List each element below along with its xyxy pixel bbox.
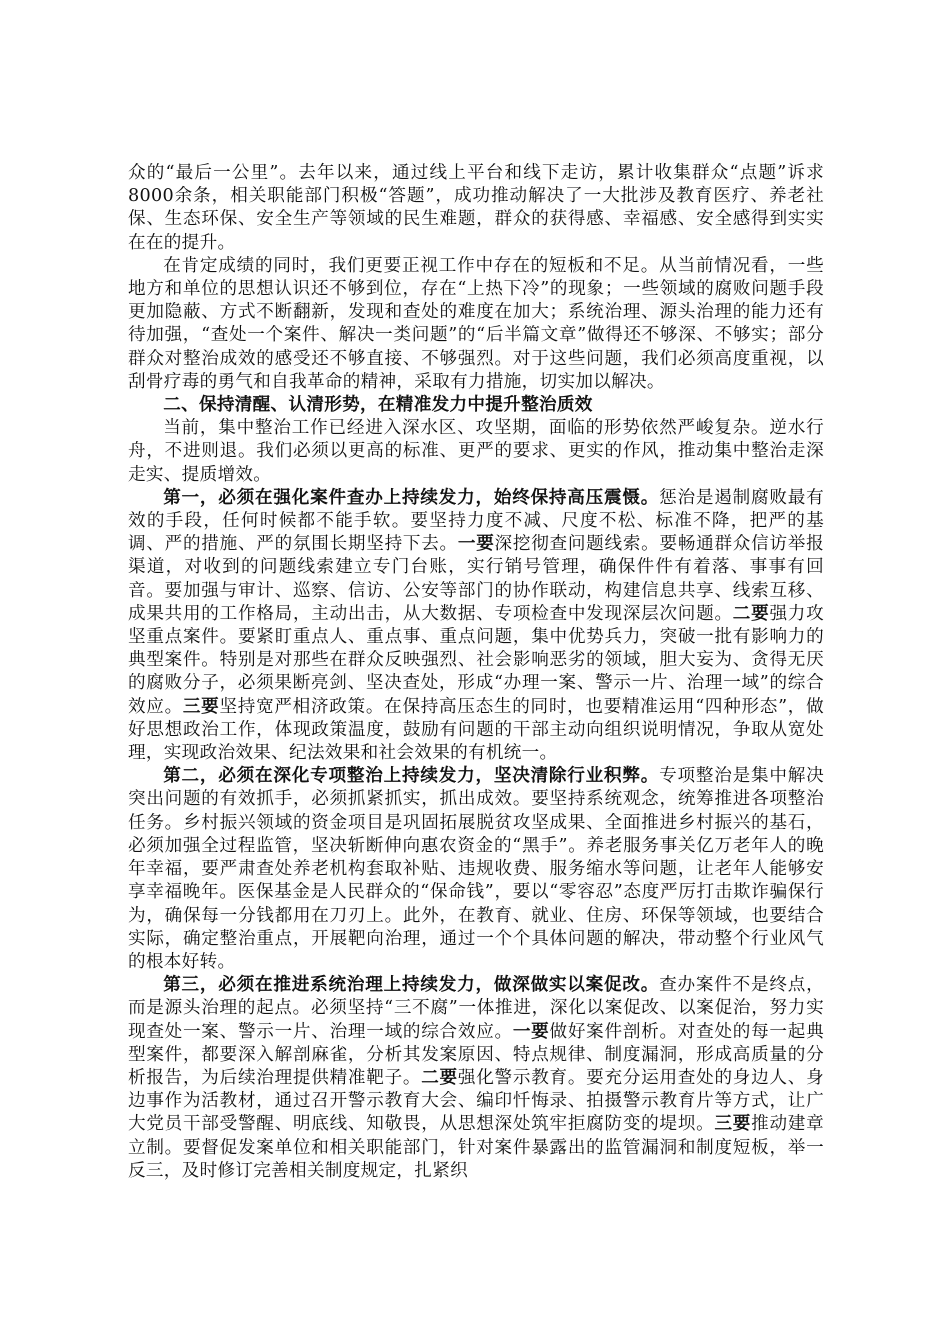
bold-lead-text: 第二，必须在深化专项整治上持续发力，坚决清除行业积弊。 [163, 766, 660, 787]
bold-lead-text: 三要 [182, 696, 220, 717]
body-paragraph [128, 487, 824, 765]
bold-lead-text: 二要 [732, 603, 770, 624]
body-paragraph [128, 255, 824, 394]
bold-lead-text: 一要 [457, 534, 495, 555]
bold-lead-text: 一要 [512, 1021, 550, 1042]
body-paragraph [128, 974, 824, 1183]
paragraph-text: 做好案件剖析。对查处的每一起典型案件，都要深入解剖麻雀，分析其发案原因、特点规律、制度漏洞，形成高质量的分析报告，为后续治理提供精准靶子。 [128, 1021, 824, 1088]
document-page [128, 162, 824, 1183]
body-paragraph [128, 417, 824, 487]
paragraph-text: 在肯定成绩的同时，我们更要正视工作中存在的短板和不足。从当前情况看，一些地方和单位的思想认识还不够到位，存在“上热下冷”的现象；一些领域的腐败问题手段更加隐蔽、方式不断翻新，发现和查处的难度在加大；系统治理、源头治理的能力还有待加强，“查处一个案件、解决一类问题”的“后半篇文章”做得还不够深、不够实；部分群众对整治成效的感受还不够直接、不够强烈。对于这些问题，我们必须高度重视，以刮骨疗毒的勇气和自我革命的精神，采取有力措施，切实加以解决。 [128, 255, 824, 392]
paragraph-text: 强化警示教育。要充分运用查处的身边人、身边事作为活教材，通过召开警示教育大会、编印忏悔录、拍摄警示教育片等方式，让广大党员干部受警醒、明底线、知敬畏，从思想深处筑牢拒腐防变的堤坝。 [128, 1067, 824, 1135]
paragraph-text: 深挖彻查问题线索。要畅通群众信访举报渠道，对收到的问题线索建立专门台账，实行销号管理，确保件件有着落、事事有回音。要加强与审计、巡察、信访、公安等部门的协作联动，构建信息共享、线索互移、成果共用的工作格局，主动出击，从大数据、专项检查中发现深层次问题。 [128, 534, 824, 624]
section-heading: 二、保持清醒、认清形势，在精准发力中提升整治质效 [163, 395, 593, 416]
paragraph-text: 坚持宽严相济政策。在保持高压态生的同时，也要精准运用“四种形态”，做好思想政治工作，体现政策温度，鼓励有问题的干部主动向组织说明情况，争取从宽处理，实现政治效果、纪法效果和社会效果的有机统一。 [128, 696, 824, 764]
bold-lead-text: 第一，必须在强化案件查办上持续发力，始终保持高压震慑。 [163, 487, 660, 508]
bold-lead-text: 第三，必须在推进系统治理上持续发力，做深做实以案促改。 [163, 975, 660, 996]
paragraph-text: 查办案件不是终点，而是源头治理的起点。必须坚持“三不腐”一体推进，深化以案促改、以案促治，努力实现查处一案、警示一片、治理一域的综合效应。 [128, 975, 825, 1042]
paragraph-text: 惩治是遏制腐败最有效的手段，任何时候都不能手软。要坚持力度不减、尺度不松、标准不降，把严的基调、严的措施、严的氛围长期坚持下去。 [128, 487, 825, 555]
paragraph-text: 当前，集中整治工作已经进入深水区、攻坚期，面临的形势依然严峻复杂。逆水行舟，不进则退。我们必须以更高的标准、更严的要求、更实的作风，推动集中整治走深走实、提质增效。 [128, 418, 824, 485]
paragraph-text: 推动建章立制。要督促发案单位和相关职能部门，针对案件暴露出的监管漏洞和制度短板，举一反三，及时修订完善相关制度规定，扎紧织 [128, 1114, 824, 1181]
body-paragraph [128, 765, 824, 974]
paragraph-text: 强力攻坚重点案件。要紧盯重点人、重点事、重点问题，集中优势兵力，突破一批有影响力的典型案件。特别是对那些在群众反映强烈、社会影响恶劣的领域，胆大妄为、贪得无厌的腐败分子，必须果断亮剑、坚决查处，形成“办理一案、警示一片、治理一域”的综合效应。 [128, 603, 824, 717]
paragraph-text: 众的“最后一公里”。去年以来，通过线上平台和线下走访，累计收集群众“点题”诉求8000余条，相关职能部门积极“答题”，成功推动解决了一大批涉及教育医疗、养老社保、生态环保、安全生产等领域的民生难题，群众的获得感、幸福感、安全感得到实实在在的提升。 [128, 163, 824, 253]
body-paragraph [128, 162, 824, 255]
bold-lead-text: 三要 [714, 1114, 752, 1135]
paragraph-text: 专项整治是集中解决突出问题的有效抓手，必须抓紧抓实，抓出成效。要坚持系统观念，统筹推进各项整治任务。乡村振兴领域的资金项目是巩固拓展脱贫攻坚成果、全面推进乡村振兴的基石，必须加强全过程监管，坚决斩断伸向惠农资金的“黑手”。养老服务事关亿万老年人的晚年幸福，要严肃查处养老机构套取补贴、违规收费、服务缩水等问题，让老年人能够安享幸福晚年。医保基金是人民群众的“保命钱”，要以“零容忍”态度严厉打击欺诈骗保行为，确保每一分钱都用在刀刃上。此外，在教育、就业、住房、环保等领域，也要结合实际，确定整治重点，开展靶向治理，通过一个个具体问题的解决，带动整个行业风气的根本好转。 [128, 766, 825, 972]
bold-lead-text: 二要 [421, 1067, 458, 1088]
